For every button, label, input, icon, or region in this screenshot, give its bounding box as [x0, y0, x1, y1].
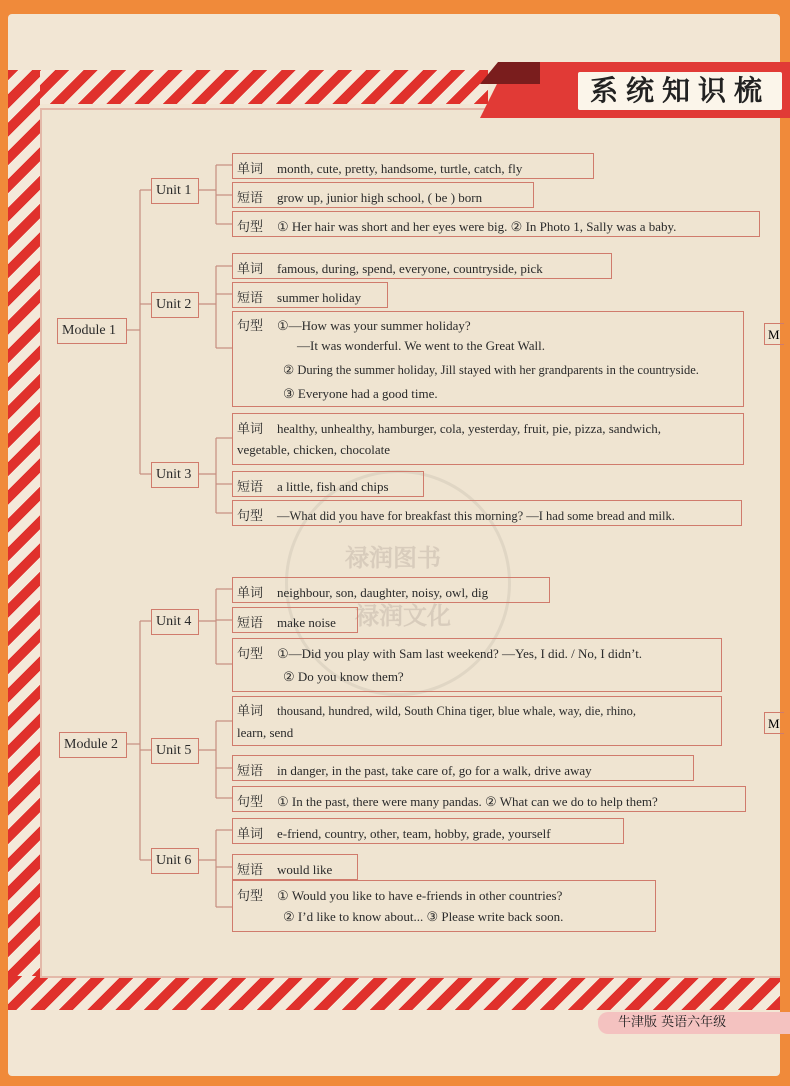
unit-2-phrases-text: summer holiday	[277, 290, 362, 305]
unit-4-phrases-text: make noise	[277, 615, 336, 630]
words-label: 单词	[237, 422, 264, 437]
unit-5-sentences-box	[232, 786, 746, 812]
phrases-label: 短语	[237, 291, 264, 306]
words-label: 单词	[237, 262, 264, 277]
phrases-label: 短语	[237, 480, 264, 495]
unit-2-sentences-box	[232, 311, 744, 407]
unit-2-sentence-2: —It was wonderful. We went to the Great Wall.	[297, 338, 545, 353]
unit-5-node: Unit 5	[151, 738, 199, 764]
unit-6-node: Unit 6	[151, 848, 199, 874]
unit-6-sentence-2: ② I’d like to know about... ③ Please write back soon.	[283, 909, 564, 924]
words-label: 单词	[237, 704, 264, 719]
unit-6-phrases-box	[232, 854, 358, 880]
unit-3-words-line-2: vegetable, chicken, chocolate	[237, 442, 391, 457]
unit-3-sentences-box	[232, 500, 742, 526]
unit-6-sentence-1: ① Would you like to have e-friends in other countries?	[277, 888, 563, 903]
unit-1-node: Unit 1	[151, 178, 199, 204]
unit-1-phrases-text: grow up, junior high school, ( be ) born	[277, 190, 483, 205]
sentences-label: 句型	[237, 319, 264, 334]
side-tab-1: M	[764, 323, 784, 345]
unit-2-phrases-box	[232, 282, 388, 308]
unit-4-words-box	[232, 577, 550, 603]
unit-1-words-text: month, cute, pretty, handsome, turtle, catch, fly	[277, 161, 523, 176]
unit-4-words-text: neighbour, son, daughter, noisy, owl, dig	[277, 585, 489, 600]
unit-1-words-box	[232, 153, 594, 179]
stripe-border-left	[8, 70, 40, 1010]
unit-6-words-text: e-friend, country, other, team, hobby, grade, yourself	[277, 826, 551, 841]
stripe-border-bottom	[8, 976, 780, 1010]
words-label: 单词	[237, 827, 264, 842]
unit-4-sentence-1: ①—Did you play with Sam last weekend? —Yes, I did. / No, I didn’t.	[277, 646, 643, 661]
words-label: 单词	[237, 162, 264, 177]
unit-2-sentence-4: ③ Everyone had a good time.	[283, 386, 438, 401]
unit-3-node: Unit 3	[151, 462, 199, 488]
module-1-node: Module 1	[57, 318, 127, 344]
unit-4-sentences-box	[232, 638, 722, 692]
unit-2-node: Unit 2	[151, 292, 199, 318]
unit-5-words-line-1: thousand, hundred, wild, South China tiger, blue whale, way, die, rhino,	[277, 704, 637, 718]
unit-1-sentences-text: ① Her hair was short and her eyes were big. ② In Photo 1, Sally was a baby.	[277, 219, 677, 234]
unit-1-phrases-box	[232, 182, 534, 208]
phrases-label: 短语	[237, 616, 264, 631]
unit-5-sentences-text: ① In the past, there were many pandas. ② What can we do to help them?	[277, 794, 658, 809]
unit-6-phrases-text: would like	[277, 862, 333, 877]
unit-5-words-box	[232, 696, 722, 746]
unit-6-words-box	[232, 818, 624, 844]
words-label: 单词	[237, 586, 264, 601]
unit-4-node: Unit 4	[151, 609, 199, 635]
unit-3-words-box	[232, 413, 744, 465]
unit-2-words-text: famous, during, spend, everyone, countryside, pick	[277, 261, 543, 276]
sentences-label: 句型	[237, 509, 264, 524]
unit-3-words-line-1: healthy, unhealthy, hamburger, cola, yesterday, fruit, pie, pizza, sandwich,	[277, 421, 662, 436]
unit-6-sentences-box	[232, 880, 656, 932]
unit-3-phrases-text: a little, fish and chips	[277, 479, 389, 494]
watermark-line-1: 禄润图书	[345, 544, 441, 572]
unit-3-phrases-box	[232, 471, 424, 497]
phrases-label: 短语	[237, 764, 264, 779]
footer-label: 牛津版 英语六年级	[598, 1012, 790, 1034]
sentences-label: 句型	[237, 220, 264, 235]
unit-5-phrases-box	[232, 755, 694, 781]
sentences-label: 句型	[237, 647, 264, 662]
banner-title: 系统知识梳	[578, 72, 782, 110]
unit-4-sentence-2: ② Do you know them?	[283, 669, 404, 684]
module-2-node: Module 2	[59, 732, 127, 758]
phrases-label: 短语	[237, 863, 264, 878]
unit-1-sentences-box	[232, 211, 760, 237]
sentences-label: 句型	[237, 795, 264, 810]
side-tab-2: M	[764, 712, 784, 734]
sentences-label: 句型	[237, 889, 264, 904]
unit-2-sentence-1: ①—How was your summer holiday?	[277, 318, 471, 333]
unit-5-words-line-2: learn, send	[237, 725, 294, 740]
unit-2-sentence-3: ② During the summer holiday, Jill stayed with her grandparents in the countryside.	[283, 363, 699, 377]
stripe-border-top	[8, 70, 488, 104]
unit-4-phrases-box	[232, 607, 358, 633]
unit-2-words-box	[232, 253, 612, 279]
watermark-line-2: 禄润文化	[355, 602, 451, 630]
unit-3-sentences-text: —What did you have for breakfast this morning? —I had some bread and milk.	[277, 509, 675, 523]
unit-5-phrases-text: in danger, in the past, take care of, go for a walk, drive away	[277, 763, 592, 778]
phrases-label: 短语	[237, 191, 264, 206]
